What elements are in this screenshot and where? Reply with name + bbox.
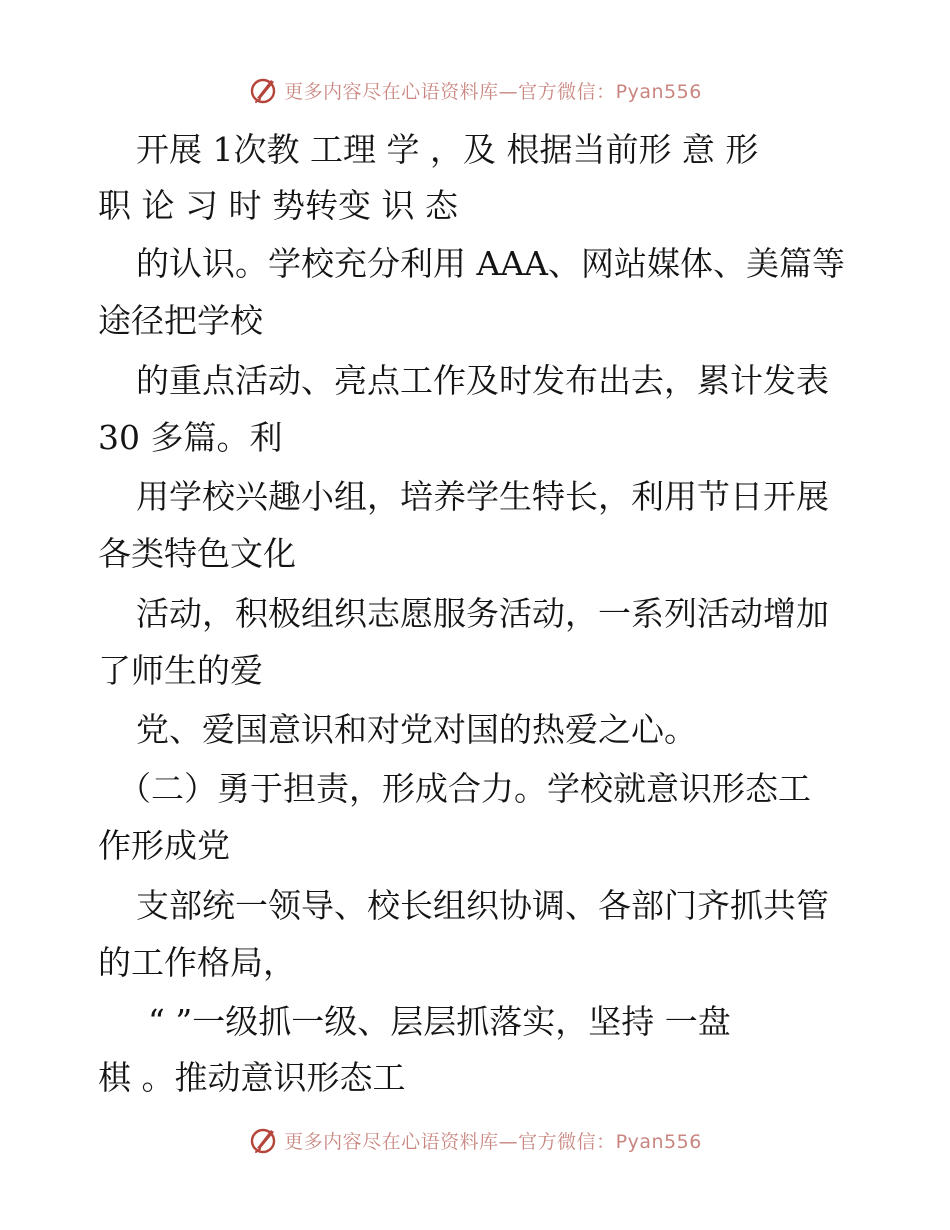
text-line: 30 多篇。利	[98, 418, 283, 457]
text-line: 各类特色文化	[98, 534, 296, 573]
watermark-text: 更多内容尽在心语资料库—官方微信：Pyan556	[284, 1130, 702, 1153]
text-line: 的重点活动、亮点工作及时发布出去，累计发表	[136, 361, 829, 400]
text-line: 支部统一领导、校长组织协调、各部门齐抓共管	[136, 886, 829, 925]
text-line: 党、爱国意识和对党对国的热爱之心。	[136, 710, 697, 749]
text-line: （二）勇于担责，形成合力。学校就意识形态工	[118, 769, 811, 808]
text-line: 开展 1次教 工理 学 ，及 根据当前形 意 形	[136, 130, 759, 169]
text-line: 职 论 习 时 势转变 识 态	[98, 186, 458, 225]
quill-in-circle-icon	[248, 1124, 280, 1156]
text-line: 的认识。学校充分利用 AAA、网站媒体、美篇等	[136, 244, 845, 283]
text-line: 作形成党	[98, 826, 230, 865]
text-line: 用学校兴趣小组，培养学生特长，利用节日开展	[136, 477, 829, 516]
watermark-text: 更多内容尽在心语资料库—官方微信：Pyan556	[284, 80, 702, 103]
watermark-footer	[0, 1120, 950, 1160]
text-line: “ ”一级抓一级、层层抓落实，坚持 一盘	[148, 1002, 731, 1041]
text-line: 棋 。推动意识形态工	[98, 1058, 406, 1097]
text-line: 的工作格局，	[98, 943, 296, 982]
text-line: 活动，积极组织志愿服务活动，一系列活动增加	[136, 594, 829, 633]
text-line: 了师生的爱	[98, 651, 263, 690]
text-line: 途径把学校	[98, 301, 263, 340]
